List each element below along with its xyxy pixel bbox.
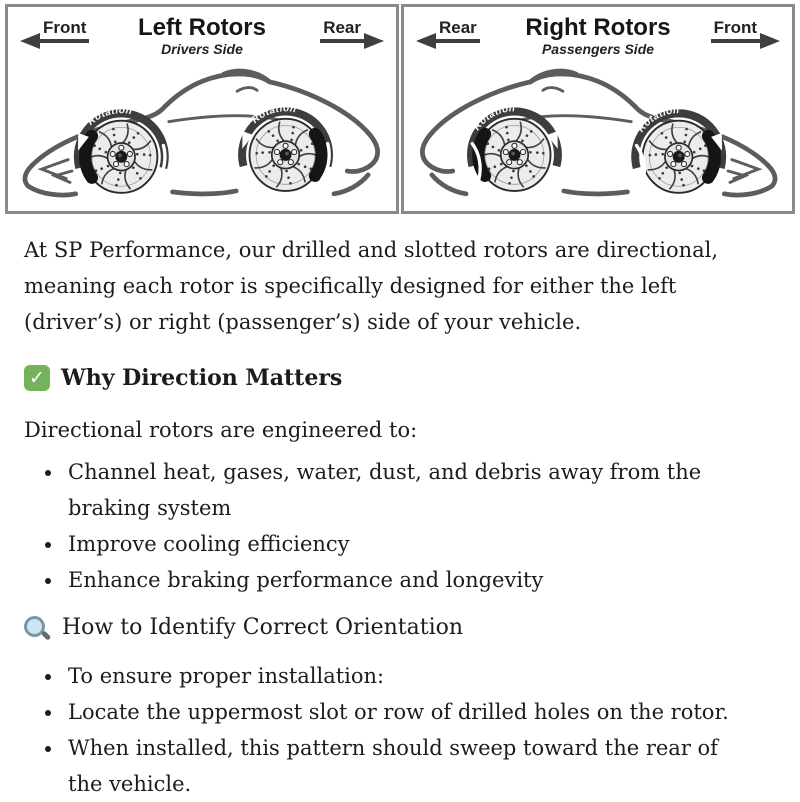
front-direction-indicator xyxy=(20,15,89,43)
check-mark-emoji-icon xyxy=(24,365,50,391)
arrow-left-icon xyxy=(416,33,436,49)
intro-paragraph: At SP Performance, our drilled and slotted rotors are directional, meaning each rotor is specifically designed for either the left (driver’s) or right (passenger’s) side of your vehicle. xyxy=(24,238,719,334)
list-item: • To ensure proper installation: xyxy=(64,658,740,694)
list-item: • Locate the uppermost slot or row of drilled holes on the rotor. xyxy=(64,694,740,730)
car-illustration-driver-side xyxy=(8,59,396,209)
magnifying-glass-emoji-icon xyxy=(24,615,51,642)
list-item: • Channel heat, gases, water, dust, and debris away from the braking system xyxy=(64,454,740,526)
arrow-right-icon xyxy=(364,33,384,49)
panel-title: Right Rotors xyxy=(525,14,671,41)
car-illustration-passenger-side xyxy=(404,59,792,209)
panel-header xyxy=(404,7,792,57)
section-heading-text: How to Identify Correct Orientation xyxy=(62,615,464,640)
list-item: • When installed, this pattern should sweep toward the rear of the vehicle. xyxy=(64,730,740,802)
rear-direction-indicator xyxy=(416,15,480,43)
front-direction-indicator xyxy=(711,15,780,43)
article-body xyxy=(0,214,800,802)
lead-sentence: Directional rotors are engineered to: xyxy=(24,418,418,442)
arrow-right-icon xyxy=(760,33,780,49)
car-line-art-mirrored xyxy=(422,71,775,195)
direction-label: Rear xyxy=(436,18,480,43)
benefits-list xyxy=(24,454,740,598)
panel-subtitle: Passengers Side xyxy=(541,41,655,57)
left-rotors-panel xyxy=(5,4,399,214)
check-glyph: ✓ xyxy=(29,367,45,389)
arrow-left-icon xyxy=(20,33,40,49)
direction-label: Front xyxy=(40,18,89,43)
direction-label: Front xyxy=(711,18,760,43)
panel-title: Left Rotors xyxy=(138,14,266,41)
list-item: • Enhance braking performance and longevity xyxy=(64,562,740,598)
right-rotors-panel xyxy=(401,4,795,214)
section-heading-why-direction-matters xyxy=(24,360,740,396)
panel-title-block xyxy=(138,15,266,57)
magnifier-handle xyxy=(41,630,52,641)
panel-header xyxy=(8,7,396,57)
panel-title-block xyxy=(525,15,670,57)
list-item: • Improve cooling efficiency xyxy=(64,526,740,562)
panel-subtitle: Drivers Side xyxy=(161,41,243,57)
orientation-steps-list xyxy=(24,658,740,802)
section-heading-identify-orientation xyxy=(24,610,740,646)
direction-label: Rear xyxy=(320,18,364,43)
section-heading-text: Why Direction Matters xyxy=(61,365,343,391)
rotor-direction-diagram xyxy=(0,0,800,214)
rear-direction-indicator xyxy=(320,15,384,43)
